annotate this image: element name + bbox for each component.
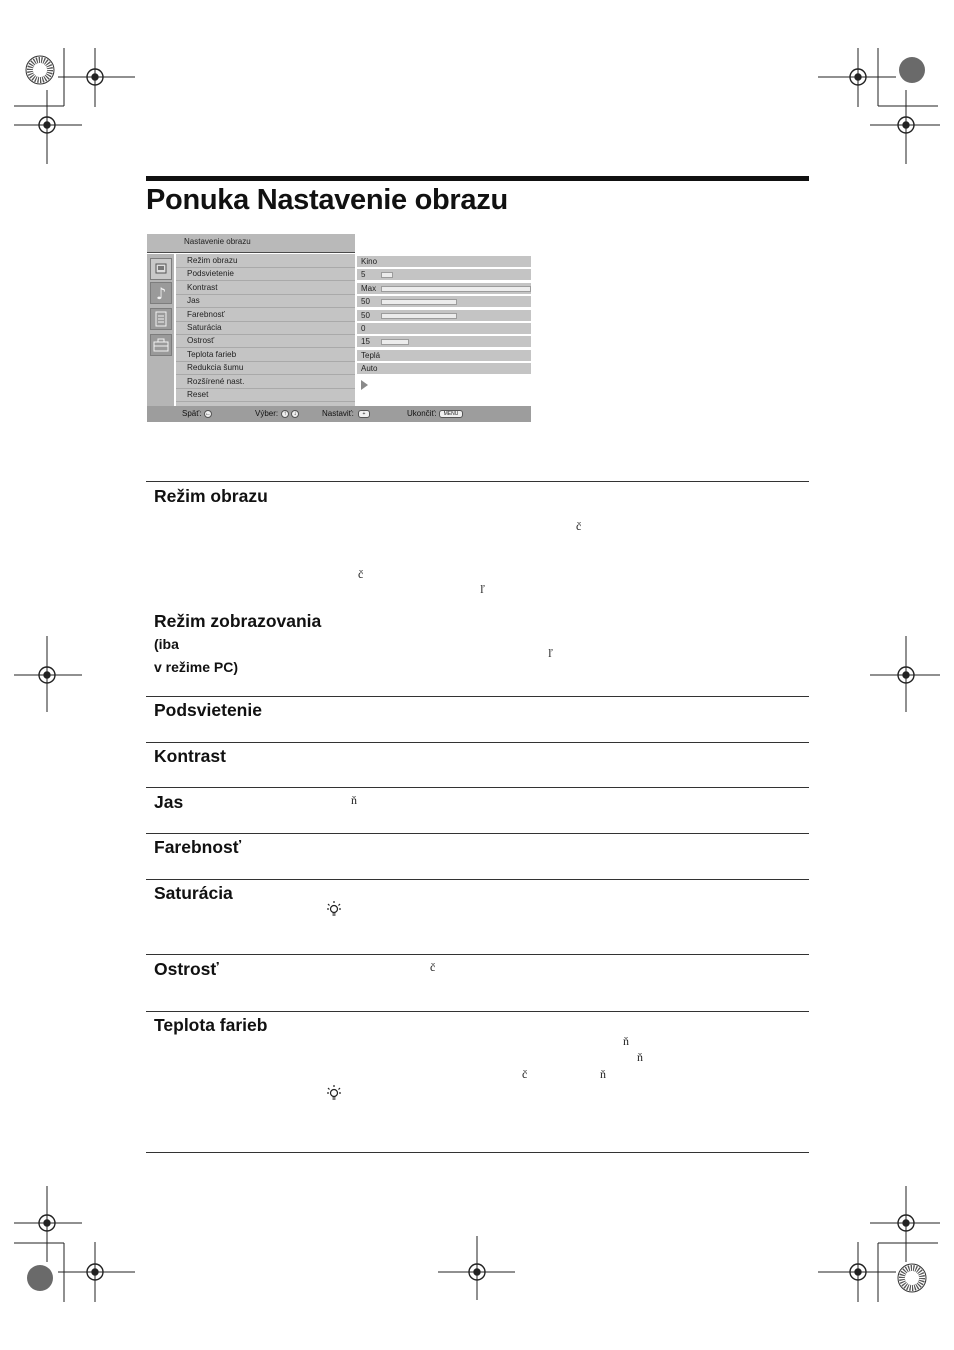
footer-back: Späť: [182,409,202,418]
menu-key-icon: MENU [439,410,463,418]
section-rule [146,1152,809,1153]
title-rule [146,176,809,181]
menu-value[interactable] [357,336,531,348]
section-rezim-zobrazovania-title: Režim zobrazovania [154,611,322,631]
menu-value-label: 50 [361,310,370,320]
music-note-icon[interactable] [150,282,172,304]
toolbox-icon[interactable] [150,334,172,356]
section-rezim-obrazu: Režim obrazu [154,486,268,506]
stray-glyph: č [430,960,436,974]
menu-item[interactable] [176,295,355,308]
menu-value-label: Auto [361,364,378,374]
section-subtitle-inline: (iba [154,636,179,652]
menu-item[interactable] [176,362,355,375]
menu-item-label: Teplota farieb [187,349,237,359]
menu-item[interactable] [176,255,355,268]
footer-exit: Ukončiť: [407,409,437,418]
menu-footer [147,406,531,422]
down-arrow-icon: ↓ [291,410,299,418]
stray-glyph: ň [623,1034,629,1048]
channel-list-icon[interactable] [150,308,172,330]
menu-item[interactable] [176,376,355,389]
hint-bulb-icon [326,900,342,921]
section-rule [146,742,809,743]
menu-value-label: Teplá [361,350,381,360]
section-podsvietenie: Podsvietenie [154,700,262,720]
section-rule [146,481,809,482]
menu-value[interactable] [357,323,531,335]
stray-glyph: č [576,519,582,533]
stray-glyph: č [358,567,364,581]
back-arrow-icon: ← [205,411,211,417]
section-kontrast: Kontrast [154,746,226,766]
menu-item[interactable] [176,335,355,348]
menu-value[interactable] [357,310,531,322]
menu-value[interactable] [357,256,531,268]
menu-value-label: 15 [361,337,370,347]
level-bar [381,286,531,292]
section-rule [146,696,809,697]
menu-value-label: Max [361,283,377,293]
section-rule [146,954,809,955]
menu-value[interactable] [357,283,531,295]
section-rule [146,1011,809,1012]
menu-value[interactable] [357,363,531,375]
section-teplota-farieb: Teplota farieb [154,1015,268,1035]
level-bar [381,299,457,305]
menu-item-label: Saturácia [187,323,222,332]
section-rule [146,879,809,880]
footer-select: Výber: [255,409,279,418]
level-bar [381,272,393,278]
section-jas: Jas [154,792,184,812]
footer-set: Nastaviť: [322,409,354,418]
enter-key-icon: + [358,410,370,418]
menu-value-label: 0 [361,324,366,333]
menu-item-label: Rozšírené nast. [187,376,245,386]
menu-tab-column [147,254,174,406]
stray-glyph: ľ [548,646,553,660]
menu-item-label: Redukcia šumu [187,363,244,373]
menu-item-label: Reset [187,390,209,399]
level-bar [381,313,457,319]
menu-value[interactable] [357,269,531,281]
menu-item-label: Podsvietenie [187,269,234,279]
tv-menu-screenshot [147,234,531,422]
section-ostrost: Ostrosť [154,959,219,979]
menu-value-label: Kino [361,257,378,266]
menu-header [147,234,355,253]
section-subtitle: v režime PC) [154,659,239,675]
picture-icon[interactable] [150,258,172,280]
stray-glyph: ň [600,1067,606,1081]
stray-glyph: ň [637,1050,643,1064]
menu-item[interactable] [176,349,355,362]
section-saturacia: Saturácia [154,883,233,903]
section-rule [146,787,809,788]
stray-glyph: ň [351,793,357,807]
menu-header-label: Nastavenie obrazu [184,237,251,246]
level-bar [381,339,409,345]
section-rezim-zobrazovania [154,610,324,678]
menu-value[interactable] [357,296,531,308]
hint-bulb-icon [326,1084,342,1105]
menu-item-label: Jas [187,296,200,306]
menu-item[interactable] [176,389,355,402]
svg-text:♪: ♪ [156,284,167,303]
menu-item-list [176,254,355,406]
menu-item[interactable] [176,282,355,295]
menu-item[interactable] [176,322,355,335]
menu-item-label: Ostrosť [187,336,215,346]
stray-glyph: ľ [480,582,485,596]
menu-value-label: 5 [361,270,366,280]
menu-item-label: Režim obrazu [187,256,238,265]
section-farebnost: Farebnosť [154,837,242,857]
up-arrow-icon: ↑ [281,410,289,418]
menu-item-label: Farebnosť [187,309,225,319]
menu-item[interactable] [176,309,355,322]
stray-glyph: č [522,1067,528,1081]
menu-value-label: 50 [361,297,370,307]
menu-item-label: Kontrast [187,282,218,292]
menu-item[interactable] [176,268,355,281]
page-title: Ponuka Nastavenie obrazu [146,184,508,216]
section-rule [146,833,809,834]
menu-value[interactable] [357,350,531,362]
submenu-arrow-icon [361,380,368,390]
